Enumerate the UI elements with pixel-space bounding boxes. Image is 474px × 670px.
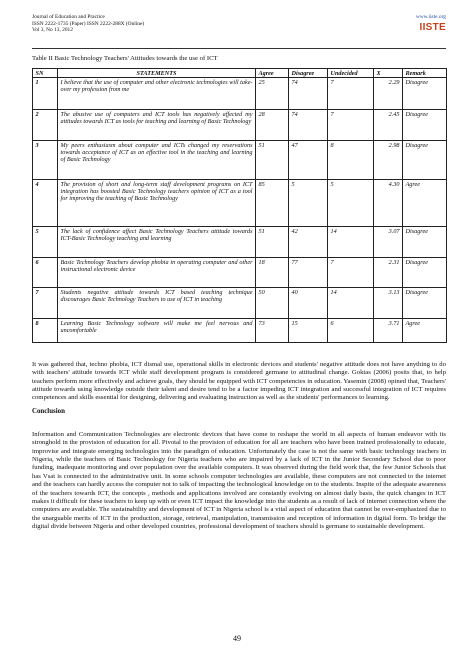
cell-sn: 2 xyxy=(33,110,58,141)
cell-statement: The provision of short and long-term staff development programs on ICT integration has boosted Basic Technology teachers opinion of ICT as a tool for improving the teaching of Basic Technology xyxy=(58,180,256,227)
cell-disagree: 47 xyxy=(289,141,328,180)
cell-disagree: 40 xyxy=(289,288,328,319)
table-caption: Table II Basic Technology Teachers' Attitudes towards the use of ICT xyxy=(32,55,218,62)
table-row xyxy=(33,319,447,343)
cell-sn: 8 xyxy=(33,319,58,343)
cell-remark: Disagree xyxy=(403,258,447,288)
cell-undecided: 5 xyxy=(328,180,374,227)
cell-disagree: 77 xyxy=(289,258,328,288)
col-header-disagree: Disagree xyxy=(289,69,328,78)
publisher-header xyxy=(416,14,446,33)
cell-agree: 18 xyxy=(256,258,289,288)
cell-disagree: 15 xyxy=(289,319,328,343)
cell-sn: 5 xyxy=(33,227,58,258)
cell-statement: Basic Technology Teachers develop phobia in operating computer and other instructional electronic device xyxy=(58,258,256,288)
header-divider xyxy=(32,48,446,49)
cell-statement: The lack of confidence affect Basic Technology Teachers attitude towards ICT-Basic Technology teaching and learning xyxy=(58,227,256,258)
cell-sn: 4 xyxy=(33,180,58,227)
cell-agree: 51 xyxy=(256,141,289,180)
cell-disagree: 74 xyxy=(289,110,328,141)
col-header-remark: Remark xyxy=(403,69,447,78)
cell-agree: 85 xyxy=(256,180,289,227)
iiste-logo xyxy=(419,22,446,33)
publisher-url[interactable]: www.iiste.org xyxy=(415,14,446,20)
discussion-paragraph: It was gathered that, techno phobia, ICT dismal use, operational skills in electronic devices and students' negative attitude does not have anything to do with teachers' attitude towards ICT while staff development program is considered germane to attitudinal change. Goktas (2006) posits that, to help teachers perform more effectively and achieve goals, they should be equipped with ICT competencies in education. Yasemin (2008) opined that, Teachers' attitude towards using knowledge outside their talent and desire tend to be a factor impeding ICT integration and successful integration of ICT requires competences and skills essential for designing, delivering and evaluating instruction as well as the students' performances to learning. xyxy=(32,360,446,402)
col-header-undecided: Undecided xyxy=(328,69,374,78)
cell-mean: 3.13 xyxy=(374,288,403,319)
cell-statement: The abusive use of computers and ICT tools has negatively affected my attitudes towards ICT as tools for teaching and learning of Basic Technology xyxy=(58,110,256,141)
cell-agree: 25 xyxy=(256,78,289,110)
cell-mean: 2.29 xyxy=(374,78,403,110)
cell-remark: Disagree xyxy=(403,288,447,319)
cell-agree: 28 xyxy=(256,110,289,141)
col-header-x: X xyxy=(374,69,403,78)
cell-undecided: 14 xyxy=(328,227,374,258)
cell-sn: 7 xyxy=(33,288,58,319)
cell-statement: Learning Basic Technology software will make me feel nervous and uncomfortable xyxy=(58,319,256,343)
cell-sn: 1 xyxy=(33,78,58,110)
cell-undecided: 14 xyxy=(328,288,374,319)
cell-remark: Disagree xyxy=(403,227,447,258)
cell-disagree: 74 xyxy=(289,78,328,110)
logo-text: IISTE xyxy=(419,21,446,33)
cell-remark: Agree xyxy=(403,319,447,343)
cell-agree: 50 xyxy=(256,288,289,319)
cell-undecided: 8 xyxy=(328,141,374,180)
cell-sn: 6 xyxy=(33,258,58,288)
cell-agree: 73 xyxy=(256,319,289,343)
cell-disagree: 5 xyxy=(289,180,328,227)
cell-mean: 2.45 xyxy=(374,110,403,141)
table-row xyxy=(33,78,447,110)
cell-sn: 3 xyxy=(33,141,58,180)
journal-issn: ISSN 2222-1735 (Paper) ISSN 2222-288X (Online) xyxy=(32,20,145,27)
attitude-table xyxy=(32,68,447,343)
table-row xyxy=(33,180,447,227)
table-row xyxy=(33,258,447,288)
journal-volume: Vol 3, No 13, 2012 xyxy=(32,27,73,34)
col-header-sn: SN xyxy=(33,69,58,78)
journal-header xyxy=(32,14,144,34)
cell-statement: I believe that the use of computer and other electronic technologies will take-over my profession from me xyxy=(58,78,256,110)
cell-undecided: 7 xyxy=(328,110,374,141)
cell-remark: Agree xyxy=(403,180,447,227)
cell-remark: Disagree xyxy=(403,78,447,110)
page-number: 49 xyxy=(233,634,241,643)
col-header-agree: Agree xyxy=(256,69,289,78)
table-row xyxy=(33,227,447,258)
cell-mean: 4.30 xyxy=(374,180,403,227)
cell-undecided: 7 xyxy=(328,78,374,110)
cell-mean: 3.71 xyxy=(374,319,403,343)
cell-mean: 3.07 xyxy=(374,227,403,258)
table-row xyxy=(33,110,447,141)
cell-mean: 2.31 xyxy=(374,258,403,288)
cell-undecided: 6 xyxy=(328,319,374,343)
cell-mean: 2.98 xyxy=(374,141,403,180)
table-row xyxy=(33,288,447,319)
cell-remark: Disagree xyxy=(403,141,447,180)
cell-undecided: 7 xyxy=(328,258,374,288)
cell-statement: My peers enthusiasm about computer and ICTs changed my reservations towards acceptance of ICT as an effective tool in the teaching and learning of Basic Technology xyxy=(58,141,256,180)
conclusion-paragraph: Information and Communication Technologies are electronic devices that have come to reshape the world in all aspects of human endeavor with its stronghold in the provision of education for all. Pivotal to the provision of education for all are teachers who have been trained professionally to educate, improvise and integrate emerging technologies into the paradigm of education. Unfortunately the case is not the same with basic technology teachers in Nigeria, while the teachers of Basic Technology for Nigeria teachers who are impaired by a lack of ICT in the Junior Secondary School due to poor funding, inadequate monitoring and over population over the available computers. It was observed during the field work that, the few Junior Schools that has Vsat is connected to the administrative unit. In some schools computer technologies are available, these computers are not connected to the internet and the teachers can hardly access the computer not to talk of impacting the technological knowledge on to the students. Inspite of the adequate awareness of the teachers towards ICT, the concepts , methods and applications involved are constantly evolving on almost daily basis, the quick changes in ICT makes it difficult for these teachers to keep up with or even ICT impact the knowledge into the students as a result of lack of internet connection where the computers are available. The sustainability and development of ICT in Nigeria school is a vital aspect of education that cannot be over-emphasized due to the unarguable merits of ICT in the production, storage, retrieval, manipulation, transmission and reception of information in digital form. To bridge the digital divide between Nigeria and other developed countries, professional development of teachers should is germane to sustainable development. xyxy=(32,430,446,531)
table-row xyxy=(33,141,447,180)
cell-remark: Disagree xyxy=(403,110,447,141)
cell-statement: Students negative attitude towards ICT based teaching technique discourages Basic Technology Teachers to use of ICT in teaching xyxy=(58,288,256,319)
cell-disagree: 42 xyxy=(289,227,328,258)
journal-title: Journal of Education and Practice xyxy=(32,14,105,20)
col-header-statements: STATEMENTS xyxy=(58,69,256,78)
conclusion-heading: Conclusion xyxy=(32,408,65,415)
table-header-row xyxy=(33,69,447,78)
cell-agree: 51 xyxy=(256,227,289,258)
